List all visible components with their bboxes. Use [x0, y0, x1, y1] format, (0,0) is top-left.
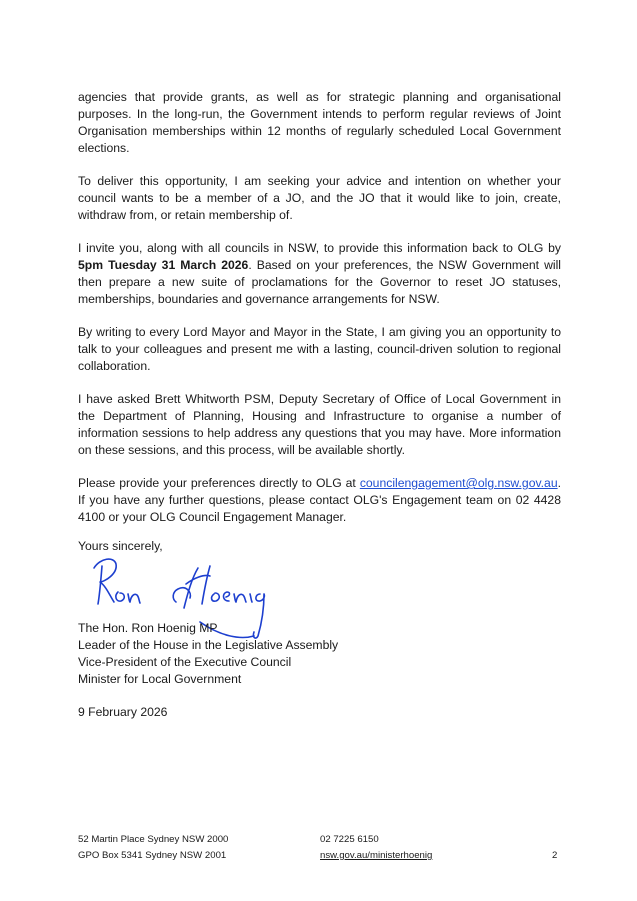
signatory-block: [78, 620, 338, 688]
council-engagement-email-link[interactable]: councilengagement@olg.nsw.gov.au: [359, 476, 558, 490]
deadline-date: 5pm Tuesday 31 March 2026: [78, 258, 249, 272]
signatory-title-vice-president: Vice-President of the Executive Council: [78, 655, 292, 669]
paragraph-contact: [78, 475, 561, 526]
paragraph-information-sessions: I have asked Brett Whitworth PSM, Deputy Secretary of Office of Local Government in the Department of Planning, Housing and Infrastructure to organise a number of information sessions to help address any questions that you may have. More information on these sessions, and this process, will be available shortly.: [78, 392, 561, 457]
letter-body: [78, 89, 561, 542]
deadline-followup-text: . Based on your preferences, the NSW Government will then prepare a new suite of proclamations for the Governor to reset JO statuses, memberships, boundaries and governance arrangements for NSW.: [78, 258, 561, 306]
footer-website-link[interactable]: nsw.gov.au/ministerhoenig: [320, 850, 433, 861]
paragraph-seeking-advice: To deliver this opportunity, I am seeking your advice and intention on whether your council wants to be a member of a JO, and the JO that it would like to join, create, withdraw from, or retain membership of.: [78, 174, 561, 222]
signatory-name: The Hon. Ron Hoenig MP: [78, 621, 218, 635]
footer-street-address: 52 Martin Place Sydney NSW 2000: [78, 834, 229, 845]
signatory-title-minister: Minister for Local Government: [78, 672, 242, 686]
contact-intro-text: Please provide your preferences directly to OLG at: [78, 476, 360, 490]
paragraph-joint-organisation-reviews: agencies that provide grants, as well as for strategic planning and organisational purposes. In the long-run, the Government intends to perform regular reviews of Joint Organisation memberships within 12 months of regularly scheduled Local Government elections.: [78, 90, 561, 155]
letter-date: 9 February 2026: [78, 705, 168, 719]
closing-salutation: Yours sincerely,: [78, 539, 163, 553]
signatory-title-leader: Leader of the House in the Legislative Assembly: [78, 638, 339, 652]
page-number: 2: [552, 850, 558, 861]
footer-phone: 02 7225 6150: [320, 834, 379, 845]
deadline-intro-text: I invite you, along with all councils in NSW, to provide this information back to OLG by: [78, 241, 561, 255]
paragraph-mayors-opportunity: By writing to every Lord Mayor and Mayor in the State, I am giving you an opportunity to talk to your colleagues and present me with a lasting, council-driven solution to regional collaboration.: [78, 325, 561, 373]
footer-contact: [320, 832, 432, 864]
footer-address: [78, 832, 228, 864]
paragraph-deadline: [78, 240, 561, 308]
contact-followup-text: . If you have any further questions, please contact OLG's Engagement team on 02 4428 4100 or your OLG Council Engagement Manager.: [78, 476, 561, 524]
footer-postal-address: GPO Box 5341 Sydney NSW 2001: [78, 850, 227, 861]
